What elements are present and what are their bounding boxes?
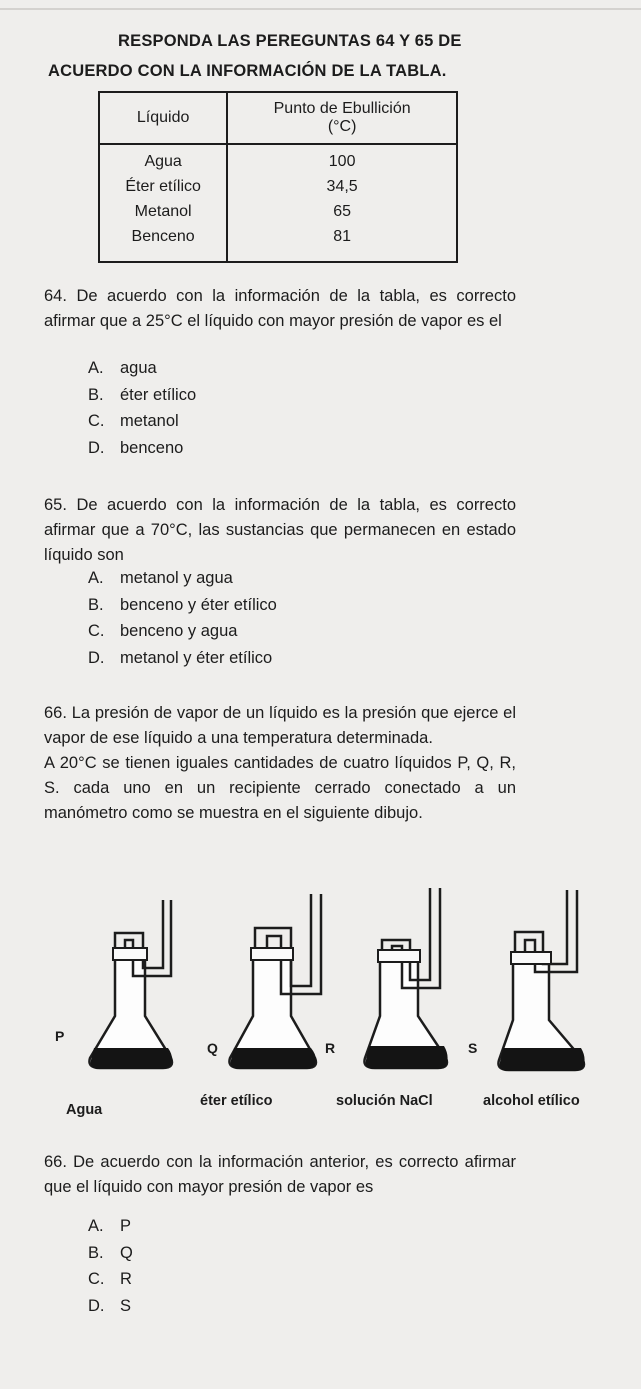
- option-d[interactable]: D. S: [88, 1296, 132, 1315]
- option-a[interactable]: A. agua: [88, 359, 157, 377]
- flask-p-substance: Agua: [66, 1102, 103, 1118]
- flask-q-substance: éter etílico: [200, 1093, 273, 1109]
- boiling-point-table: [98, 91, 458, 263]
- flask-s-manometer: [495, 882, 595, 1082]
- question-66-intro: 66. La presión de vapor de un líquido es la presión que ejerce el vapor de ese líquido a una temperatura determinada. A 20°C se tienen iguales cantidades de cuatro líquidos P, Q, R, S. cada uno en un recipiente cerrado conectado a un manómetro como se muestra en el siguiente dibujo.: [44, 704, 516, 822]
- flask-r-letter: R: [325, 1040, 336, 1056]
- boiling-point-list: 100 34,5 65 81: [227, 144, 457, 262]
- option-c[interactable]: C. benceno y agua: [88, 622, 238, 640]
- flask-r-substance: solución NaCl: [336, 1093, 433, 1109]
- header-line-1: RESPONDA LAS PEREGUNTAS 64 Y 65 DE: [118, 32, 462, 50]
- flask-q-letter: Q: [207, 1040, 218, 1056]
- question-66-options: [88, 1213, 133, 1319]
- flask-p-letter: P: [55, 1028, 65, 1044]
- col-header-boiling-point: Punto de Ebullición (°C): [227, 92, 457, 144]
- option-b[interactable]: B. Q: [88, 1243, 133, 1262]
- header-line-2: ACUERDO CON LA INFORMACIÓN DE LA TABLA.: [48, 62, 447, 80]
- option-a[interactable]: A. P: [88, 1217, 132, 1235]
- col-header-liquid: Líquido: [99, 92, 227, 144]
- page-edge: [0, 8, 641, 10]
- question-65: 65. De acuerdo con la información de la tabla, es correcto afirmar que a 70°C, las sustancias que permanecen en estado líquido son: [44, 496, 516, 564]
- flask-s-substance: alcohol etílico: [483, 1093, 580, 1109]
- question-64-options: [88, 355, 196, 461]
- option-d[interactable]: D. benceno: [88, 438, 184, 457]
- option-b[interactable]: B. benceno y éter etílico: [88, 595, 277, 614]
- flask-r-manometer: [360, 880, 470, 1080]
- question-64: 64. De acuerdo con la información de la tabla, es correcto afirmar que a 25°C el líquido con mayor presión de vapor es el: [44, 287, 516, 330]
- option-b[interactable]: B. éter etílico: [88, 385, 197, 404]
- flask-s-letter: S: [468, 1040, 478, 1056]
- option-a[interactable]: A. metanol y agua: [88, 569, 233, 587]
- question-65-options: [88, 565, 277, 671]
- option-c[interactable]: C. metanol: [88, 412, 179, 430]
- flask-q-manometer: [225, 888, 335, 1078]
- flask-p-manometer: [85, 888, 185, 1078]
- option-d[interactable]: D. metanol y éter etílico: [88, 648, 273, 667]
- option-c[interactable]: C. R: [88, 1270, 132, 1288]
- question-66: 66. De acuerdo con la información anterior, es correcto afirmar que el líquido con mayor presión de vapor es: [44, 1153, 516, 1196]
- liquid-list: Agua Éter etílico Metanol Benceno: [99, 144, 227, 262]
